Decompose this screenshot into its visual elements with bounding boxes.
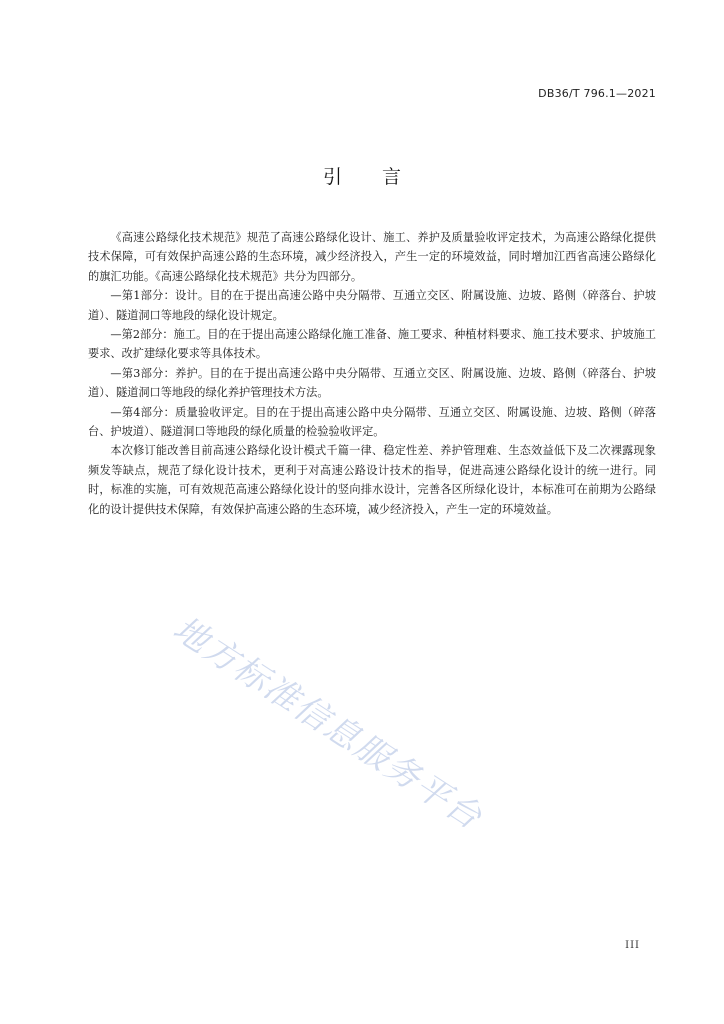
standard-code-header: DB36/T 796.1—2021 (538, 87, 656, 100)
revision-paragraph: 本次修订能改善目前高速公路绿化设计模式千篇一律、稳定性差、养护管理难、生态效益低下及二次裸露现象频发等缺点，规范了绿化设计技术，更利于对高速公路设计技术的指导，促进高速公路绿化设计的统一进行。同时，标准的实施，可有效规范高速公路绿化设计的竖向排水设计，完善各区所绿化设计，本标准可在前期为公路绿化的设计提供技术保障，有效保护高速公路的生态环境，减少经济投入，产生一定的环境效益。 (88, 444, 656, 516)
intro-paragraph: 《高速公路绿化技术规范》规范了高速公路绿化设计、施工、养护及质量验收评定技术，为高速公路绿化提供技术保障，可有效保护高速公路的生态环境，减少经济投入，产生一定的环境效益，同时增加江西省高速公路绿化的旗汇功能。《高速公路绿化技术规范》共分为四部分。 (88, 231, 656, 283)
document-body (88, 228, 656, 519)
watermark-text: 地方标准信息服务平台 (165, 608, 490, 839)
page-title: 引言 (322, 166, 441, 188)
part-4-paragraph: —第4部分：质量验收评定。目的在于提出高速公路中央分隔带、互通立交区、附属设施、边坡、路侧（碎落台、护坡道）、隧道洞口等地段的绿化质量的检验验收评定。 (88, 405, 656, 439)
part-1-paragraph: —第1部分：设计。目的在于提出高速公路中央分隔带、互通立交区、附属设施、边坡、路侧（碎落台、护坡道）、隧道洞口等地段的绿化设计规定。 (88, 289, 656, 322)
page-number: III (625, 940, 640, 951)
part-3-paragraph: —第3部分：养护。目的在于提出高速公路中央分隔带、互通立交区、附属设施、边坡、路侧（碎落台、护坡道）、隧道洞口等地段的绿化养护管理技术方法。 (88, 366, 656, 400)
part-2-paragraph: —第2部分：施工。目的在于提出高速公路绿化施工准备、施工要求、种植材料要求、施工技术要求、护坡施工要求、改扩建绿化要求等具体技术。 (88, 328, 656, 361)
